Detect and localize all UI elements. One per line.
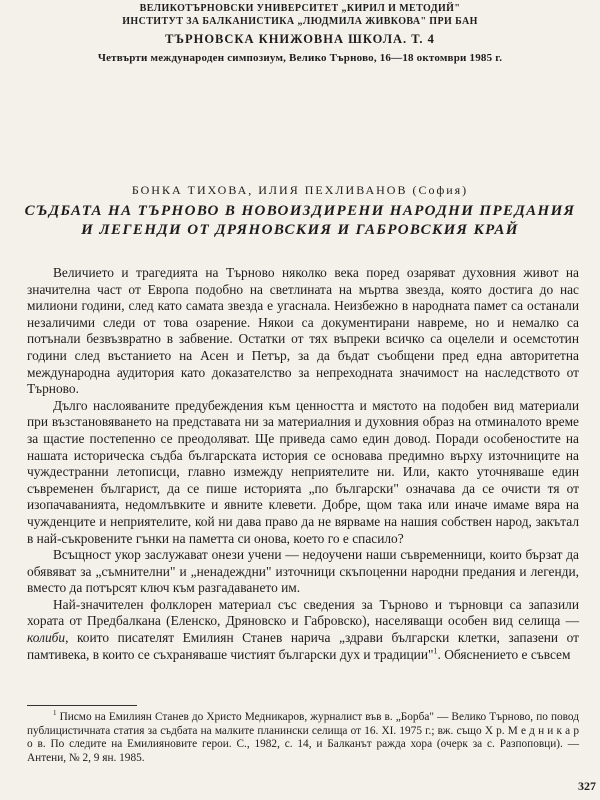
paragraph-4-part-a: Най-значителен фолклорен материал със сведения за Търново и търновци са запазили хората от Предбалкана (Еленско, Дряновско и Габровско), населяващи особен вид селища — — [27, 596, 579, 629]
paragraph-3: Всъщност укор заслужават онези учени — недоучени наши съвременници, които бързат да обявяват за „съмнителни" и „ненадеждни" източници скъпоценни народни предания и легенди, вместо да потърсят ключ към разгадаването им. — [27, 547, 579, 596]
symposium-line: Четвърти международен симпозиум, Велико Търново, 16—18 октомври 1985 г. — [97, 52, 503, 64]
article-title-line-2: И ЛЕГЕНДИ ОТ ДРЯНОВСКИЯ И ГАБРОВСКИЯ КРАЙ — [81, 222, 519, 238]
footnote-1 — [27, 711, 579, 765]
article-title-line-1: СЪДБАТА НА ТЪРНОВО В НОВОИЗДИРЕНИ НАРОДНИ ПРЕДАНИЯ — [24, 203, 576, 219]
paragraph-2: Дълго наслояваните предубеждения към ценността и мястото на подобен вид материали при възстановяването на представата ни за материалния и духовния образ на отминалото време за щастие постепенно се преодоляват. Ще приведа само един довод. Поради особеностите на нашата историческа съдба българската история се основава предимно върху източниците на чуждестранни летописци, главно измежду неприятелите ни. Или, както уточняваше един съвременен българист, да се пише историята „по български" означава да се очисти тя от изопачаванията, недомлъвките и явните клевети. Добре, щом така или иначе имаме вяра на чужденците и неприятелите, кой ни дава право да не вярваме на нашия собствен народ, закътал в най-съкровените гънки на паметта си онова, което го е спасило? — [27, 397, 579, 546]
article-body — [27, 265, 579, 663]
paragraph-1: Величието и трагедията на Търново няколко века поред озаряват духовния живот на значителна част от Европа подобно на светлината на мъртва звезда, която достига до нас милиони години, след като самата звезда е угаснала. Неизбежно в народната памет са останали незаличими следи от това озарение. Някои са документирани навреме, но и немалко са потънали безвъзвратно в забвение. Остатки от тях въпреки всичко са оцелели и осемстотин години след въстанието на Асен и Петър, за да бъдат съобщени пред една авторитетна международна аудитория като доказателство за непреходната значимост на наследството от Търново. — [27, 265, 579, 397]
institute-header: ИНСТИТУТ ЗА БАЛКАНИСТИКА „ЛЮДМИЛА ЖИВКОВА" ПРИ БАН — [122, 16, 478, 27]
page-number: 327 — [578, 779, 596, 793]
paragraph-4-part-b: , които писателят Емилиян Станев нарича „здрави български клетки, запазени от памтивека, в които се съхраняваше чистият български дух и традиции" — [27, 630, 579, 662]
footnote-marker: 1 — [53, 709, 57, 718]
emphasis-koliby: колиби — [27, 630, 66, 646]
footnote-divider — [27, 705, 137, 706]
series-title: ТЪРНОВСКА КНИЖОВНА ШКОЛА. Т. 4 — [165, 32, 435, 46]
article-authors: БОНКА ТИХОВА, ИЛИЯ ПЕХЛИВАНОВ (София) — [131, 183, 469, 197]
paragraph-4 — [27, 597, 579, 663]
paragraph-4-part-c: . Обяснението е съвсем — [437, 646, 571, 662]
footnote-ref-1[interactable]: 1 — [433, 646, 438, 656]
university-header: ВЕЛИКОТЪРНОВСКИ УНИВЕРСИТЕТ „КИРИЛ И МЕТОДИЙ" — [139, 3, 461, 14]
footnote-text: Писмо на Емилиян Станев до Христо Медникаров, журналист във в. „Борба" — Велико Търново, по повод публицистичната статия за съдбата на малките планински селища от 16. XI. 1975 г.; вж. също Х р. М е д н и к а р о в. По следите на Емилияновите герои. С., 1982, с. 14, и Балканът ражда хора (очерк за с. Разпоповци). — Антени, № 2, 9 ян. 1985. — [27, 711, 579, 764]
